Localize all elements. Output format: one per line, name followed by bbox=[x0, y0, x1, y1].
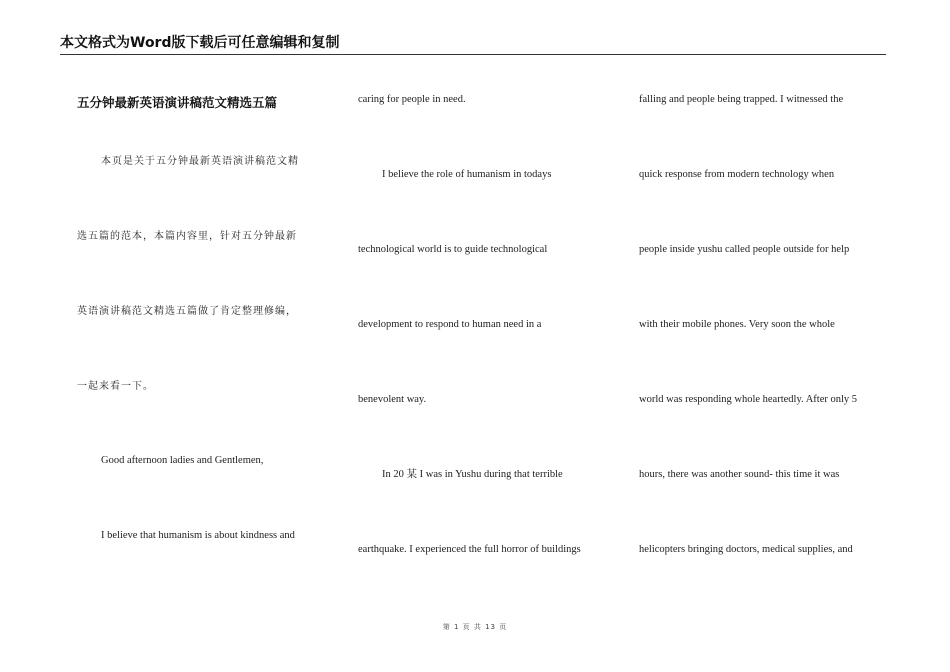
paragraph-line: development to respond to human need in a bbox=[358, 319, 542, 330]
paragraph-line: I believe that humanism is about kindness and bbox=[101, 530, 295, 541]
paragraph-line: 一起来看一下。 bbox=[77, 381, 154, 392]
paragraph-line: people inside yushu called people outside for help bbox=[639, 244, 850, 255]
paragraph-line: with their mobile phones. Very soon the whole bbox=[639, 319, 835, 330]
paragraph-line: quick response from modern technology when bbox=[639, 169, 835, 180]
page-header bbox=[60, 34, 886, 55]
paragraph-line: Good afternoon ladies and Gentlemen, bbox=[101, 455, 264, 466]
header-text: 本文格式为Word版下载后可任意编辑和复制 bbox=[60, 35, 340, 51]
paragraph-line: caring for people in need. bbox=[358, 94, 466, 105]
paragraph-line: I believe the role of humanism in todays bbox=[382, 169, 552, 180]
paragraph-line: hours, there was another sound- this time it was bbox=[639, 469, 840, 480]
document-title: 五分钟最新英语演讲稿范文精选五篇 bbox=[77, 95, 278, 110]
paragraph-line: benevolent way. bbox=[358, 394, 427, 405]
paragraph-line: earthquake. I experienced the full horror of buildings bbox=[358, 544, 581, 555]
paragraph-line: 英语演讲稿范文精选五篇做了肯定整理修编， bbox=[77, 306, 297, 317]
paragraph-line: world was responding whole heartedly. After only 5 bbox=[639, 394, 858, 405]
paragraph-line: 本页是关于五分钟最新英语演讲稿范文精 bbox=[101, 156, 299, 167]
paragraph-line: helicopters bringing doctors, medical supplies, and bbox=[639, 544, 853, 555]
paragraph-line: falling and people being trapped. I witnessed the bbox=[639, 94, 844, 105]
paragraph-line: In 20 某 I was in Yushu during that terrible bbox=[382, 469, 563, 480]
page-number: 第 1 页 共 13 页 bbox=[442, 623, 508, 631]
paragraph-line: 选五篇的范本，本篇内容里，针对五分钟最新 bbox=[77, 231, 297, 242]
paragraph-line: technological world is to guide technological bbox=[358, 244, 548, 255]
